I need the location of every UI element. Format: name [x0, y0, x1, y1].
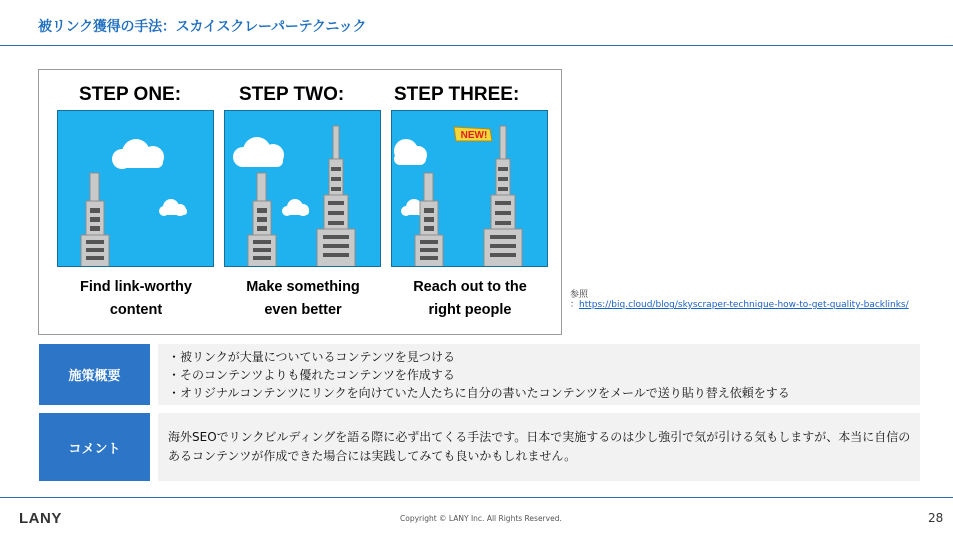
step-one-caption-line2: content — [109, 302, 163, 318]
step-three-caption-line1: Reach out to the — [413, 279, 527, 295]
title-divider — [0, 45, 953, 46]
step-two-title: STEP TWO: — [239, 84, 345, 105]
summary-item: ・ 被リンクが大量についているコンテンツを見つける — [168, 348, 920, 366]
page-title: 被リンク獲得の手法：スカイスクレーパーテクニック — [38, 19, 367, 35]
step-two-caption-line1: Make something — [246, 279, 360, 295]
step-two-caption — [218, 276, 388, 322]
comment-text: 海外SEOでリンクビルディングを語る際に必ず出てくる手法です。日本で実施するのは少し強引で気が引ける気もしますが、本当に自信のあるコンテンツが作成できた場合には実践してみても良いかもしれません。 — [168, 430, 911, 463]
step-one-caption — [51, 276, 221, 322]
step-three-caption-line2: right people — [428, 302, 512, 318]
step-two-illustration — [224, 110, 381, 267]
comment-body — [158, 413, 920, 481]
page-number: 28 — [928, 511, 944, 525]
step-two-caption-line2: even better — [264, 302, 342, 318]
summary-item: ・ オリジナルコンテンツにリンクを向けていた人たちに自分の書いたコンテンツをメールで送り貼り替え依頼をする — [168, 384, 920, 402]
reference-link[interactable]: https://biq.cloud/blog/skyscraper-technique-how-to-get-quality-backlinks/ — [579, 300, 909, 310]
new-flag-text: NEW! — [460, 130, 488, 141]
skyscraper-figure — [38, 69, 562, 335]
summary-item: ・ そのコンテンツよりも優れたコンテンツを作成する — [168, 366, 920, 384]
step-one-title: STEP ONE: — [79, 84, 182, 105]
reference-url-block — [570, 299, 910, 312]
step-one-caption-line1: Find link-worthy — [80, 279, 192, 295]
summary-list — [158, 344, 920, 402]
copyright-text: Copyright © LANY Inc. All Rights Reserved. — [400, 514, 562, 523]
step-three-illustration — [391, 110, 548, 267]
footer-divider — [0, 497, 953, 498]
step-three-title: STEP THREE: — [394, 84, 520, 105]
summary-label: 施策概要 — [39, 344, 150, 405]
reference-label: 参照 — [570, 290, 589, 300]
comment-label: コメント — [39, 413, 150, 481]
summary-body — [158, 344, 920, 405]
lany-logo: LANY — [19, 510, 62, 527]
reference-prefix: ： — [570, 300, 580, 310]
step-three-caption — [385, 276, 555, 322]
step-one-illustration — [57, 110, 214, 267]
